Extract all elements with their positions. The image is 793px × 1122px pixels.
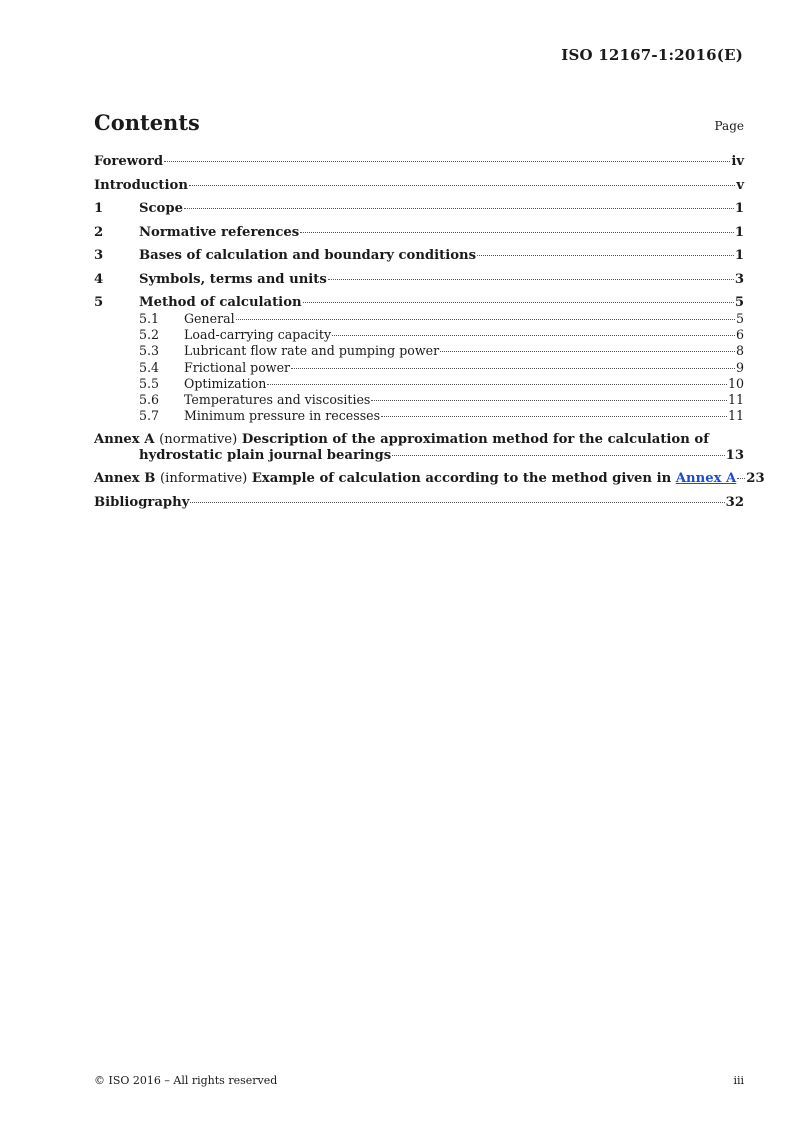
toc-page: 13	[725, 447, 744, 463]
toc-page: v	[736, 177, 744, 193]
annex-b-label: Annex B	[94, 471, 156, 487]
toc-title: Normative references	[139, 224, 300, 240]
toc-number: 5.3	[139, 343, 160, 359]
toc-entry-clause-5[interactable]	[94, 295, 744, 311]
leader-dots	[371, 400, 727, 401]
annex-b-kind: (informative)	[160, 471, 248, 487]
annex-a-line-2	[94, 448, 744, 464]
toc-page: iv	[731, 154, 744, 169]
toc-page: 8	[735, 343, 744, 359]
leader-dots	[392, 455, 724, 456]
toc-page: 1	[734, 201, 744, 216]
toc-title: Symbols, terms and units	[139, 271, 327, 287]
toc-number: 5.5	[139, 375, 160, 391]
toc-number: 5.2	[139, 327, 160, 343]
toc-title: Method of calculation	[139, 295, 302, 310]
toc-entry-subclause-5-6[interactable]	[94, 392, 744, 408]
toc-entry-subclause-5-3[interactable]	[94, 343, 744, 359]
toc-page: 32	[725, 494, 744, 510]
annex-b-title: Example of calculation according to the method given in	[251, 471, 672, 487]
contents-title: Contents	[94, 110, 200, 135]
leader-dots	[190, 502, 724, 503]
toc-page: 1	[734, 248, 744, 263]
annex-b-heading	[94, 471, 736, 486]
toc-title: Frictional power	[184, 359, 291, 375]
toc-entry-subclause-5-4[interactable]	[94, 360, 744, 376]
toc-entry-clause-3[interactable]	[94, 248, 744, 264]
leader-dots	[440, 351, 735, 352]
leader-dots	[477, 255, 734, 256]
toc-page: 9	[735, 359, 744, 375]
leader-dots	[184, 208, 734, 209]
toc-page: 23	[746, 471, 765, 487]
leader-dots	[236, 319, 735, 320]
toc-number: 1	[94, 201, 104, 216]
toc-entry-clause-4[interactable]	[94, 272, 744, 288]
annex-a-kind: (normative)	[159, 431, 238, 447]
toc-title: Introduction	[94, 177, 188, 193]
toc-entry-subclause-5-7[interactable]	[94, 408, 744, 424]
toc-number: 4	[94, 271, 104, 287]
toc-page: 6	[735, 327, 744, 343]
leader-dots	[332, 335, 735, 336]
leader-dots	[300, 232, 734, 233]
toc-entry-subclause-5-5[interactable]	[94, 376, 744, 392]
toc-title: Bibliography	[94, 494, 190, 510]
toc-page: 1	[734, 224, 744, 240]
annex-a-link[interactable]: Annex A	[675, 471, 737, 487]
toc-title: Scope	[139, 201, 183, 216]
toc-title: Lubricant flow rate and pumping power	[184, 343, 440, 359]
toc-page: 10	[727, 375, 744, 391]
toc-entry-subclause-5-1[interactable]	[94, 311, 744, 327]
page-column-label: Page	[714, 119, 744, 133]
annex-a-line-1	[94, 432, 744, 448]
toc-entry-foreword[interactable]	[94, 154, 744, 170]
toc-number: 5.6	[139, 391, 160, 407]
table-of-contents	[94, 154, 765, 511]
toc-page: 11	[727, 408, 744, 424]
leader-dots	[164, 161, 730, 162]
toc-entry-clause-2[interactable]	[94, 225, 744, 241]
toc-title: Load-carrying capacity	[184, 327, 332, 343]
annex-a-title-line-2: hydrostatic plain journal bearings	[139, 447, 392, 463]
copyright-notice: © ISO 2016 – All rights reserved	[94, 1074, 278, 1087]
toc-number: 5	[94, 295, 104, 310]
toc-title: Optimization	[184, 375, 267, 391]
leader-dots	[328, 279, 734, 280]
toc-title: General	[184, 311, 235, 326]
toc-number: 5.7	[139, 408, 160, 424]
toc-title: Foreword	[94, 154, 164, 169]
leader-dots	[381, 416, 727, 417]
toc-title: Bases of calculation and boundary conditions	[139, 248, 477, 263]
toc-number: 2	[94, 224, 104, 240]
contents-header	[94, 110, 744, 135]
toc-entry-introduction[interactable]	[94, 178, 744, 194]
toc-entry-annex-a[interactable]	[94, 432, 744, 464]
toc-number: 5.4	[139, 359, 160, 375]
toc-entry-clause-1[interactable]	[94, 201, 744, 217]
toc-title: Minimum pressure in recesses	[184, 408, 381, 424]
leader-dots	[291, 368, 735, 369]
toc-entry-bibliography[interactable]	[94, 495, 744, 511]
toc-entry-subclause-5-2[interactable]	[94, 327, 744, 343]
leader-dots	[737, 478, 745, 479]
toc-number: 5.1	[139, 311, 160, 326]
document-id: ISO 12167-1:2016(E)	[561, 46, 743, 64]
toc-page: 5	[735, 311, 744, 326]
annex-a-title-line-1: Description of the approximation method for the calculation of	[241, 431, 709, 447]
toc-number: 3	[94, 248, 104, 263]
leader-dots	[267, 384, 727, 385]
toc-page: 3	[734, 271, 744, 287]
page-number: iii	[733, 1074, 744, 1087]
toc-page: 5	[734, 295, 744, 310]
toc-entry-annex-b[interactable]	[94, 471, 765, 487]
annex-a-label: Annex A	[94, 431, 155, 447]
toc-title: Temperatures and viscosities	[184, 391, 371, 407]
toc-page: 11	[727, 391, 744, 407]
leader-dots	[303, 302, 734, 303]
page-footer	[94, 1074, 744, 1087]
leader-dots	[189, 185, 735, 186]
